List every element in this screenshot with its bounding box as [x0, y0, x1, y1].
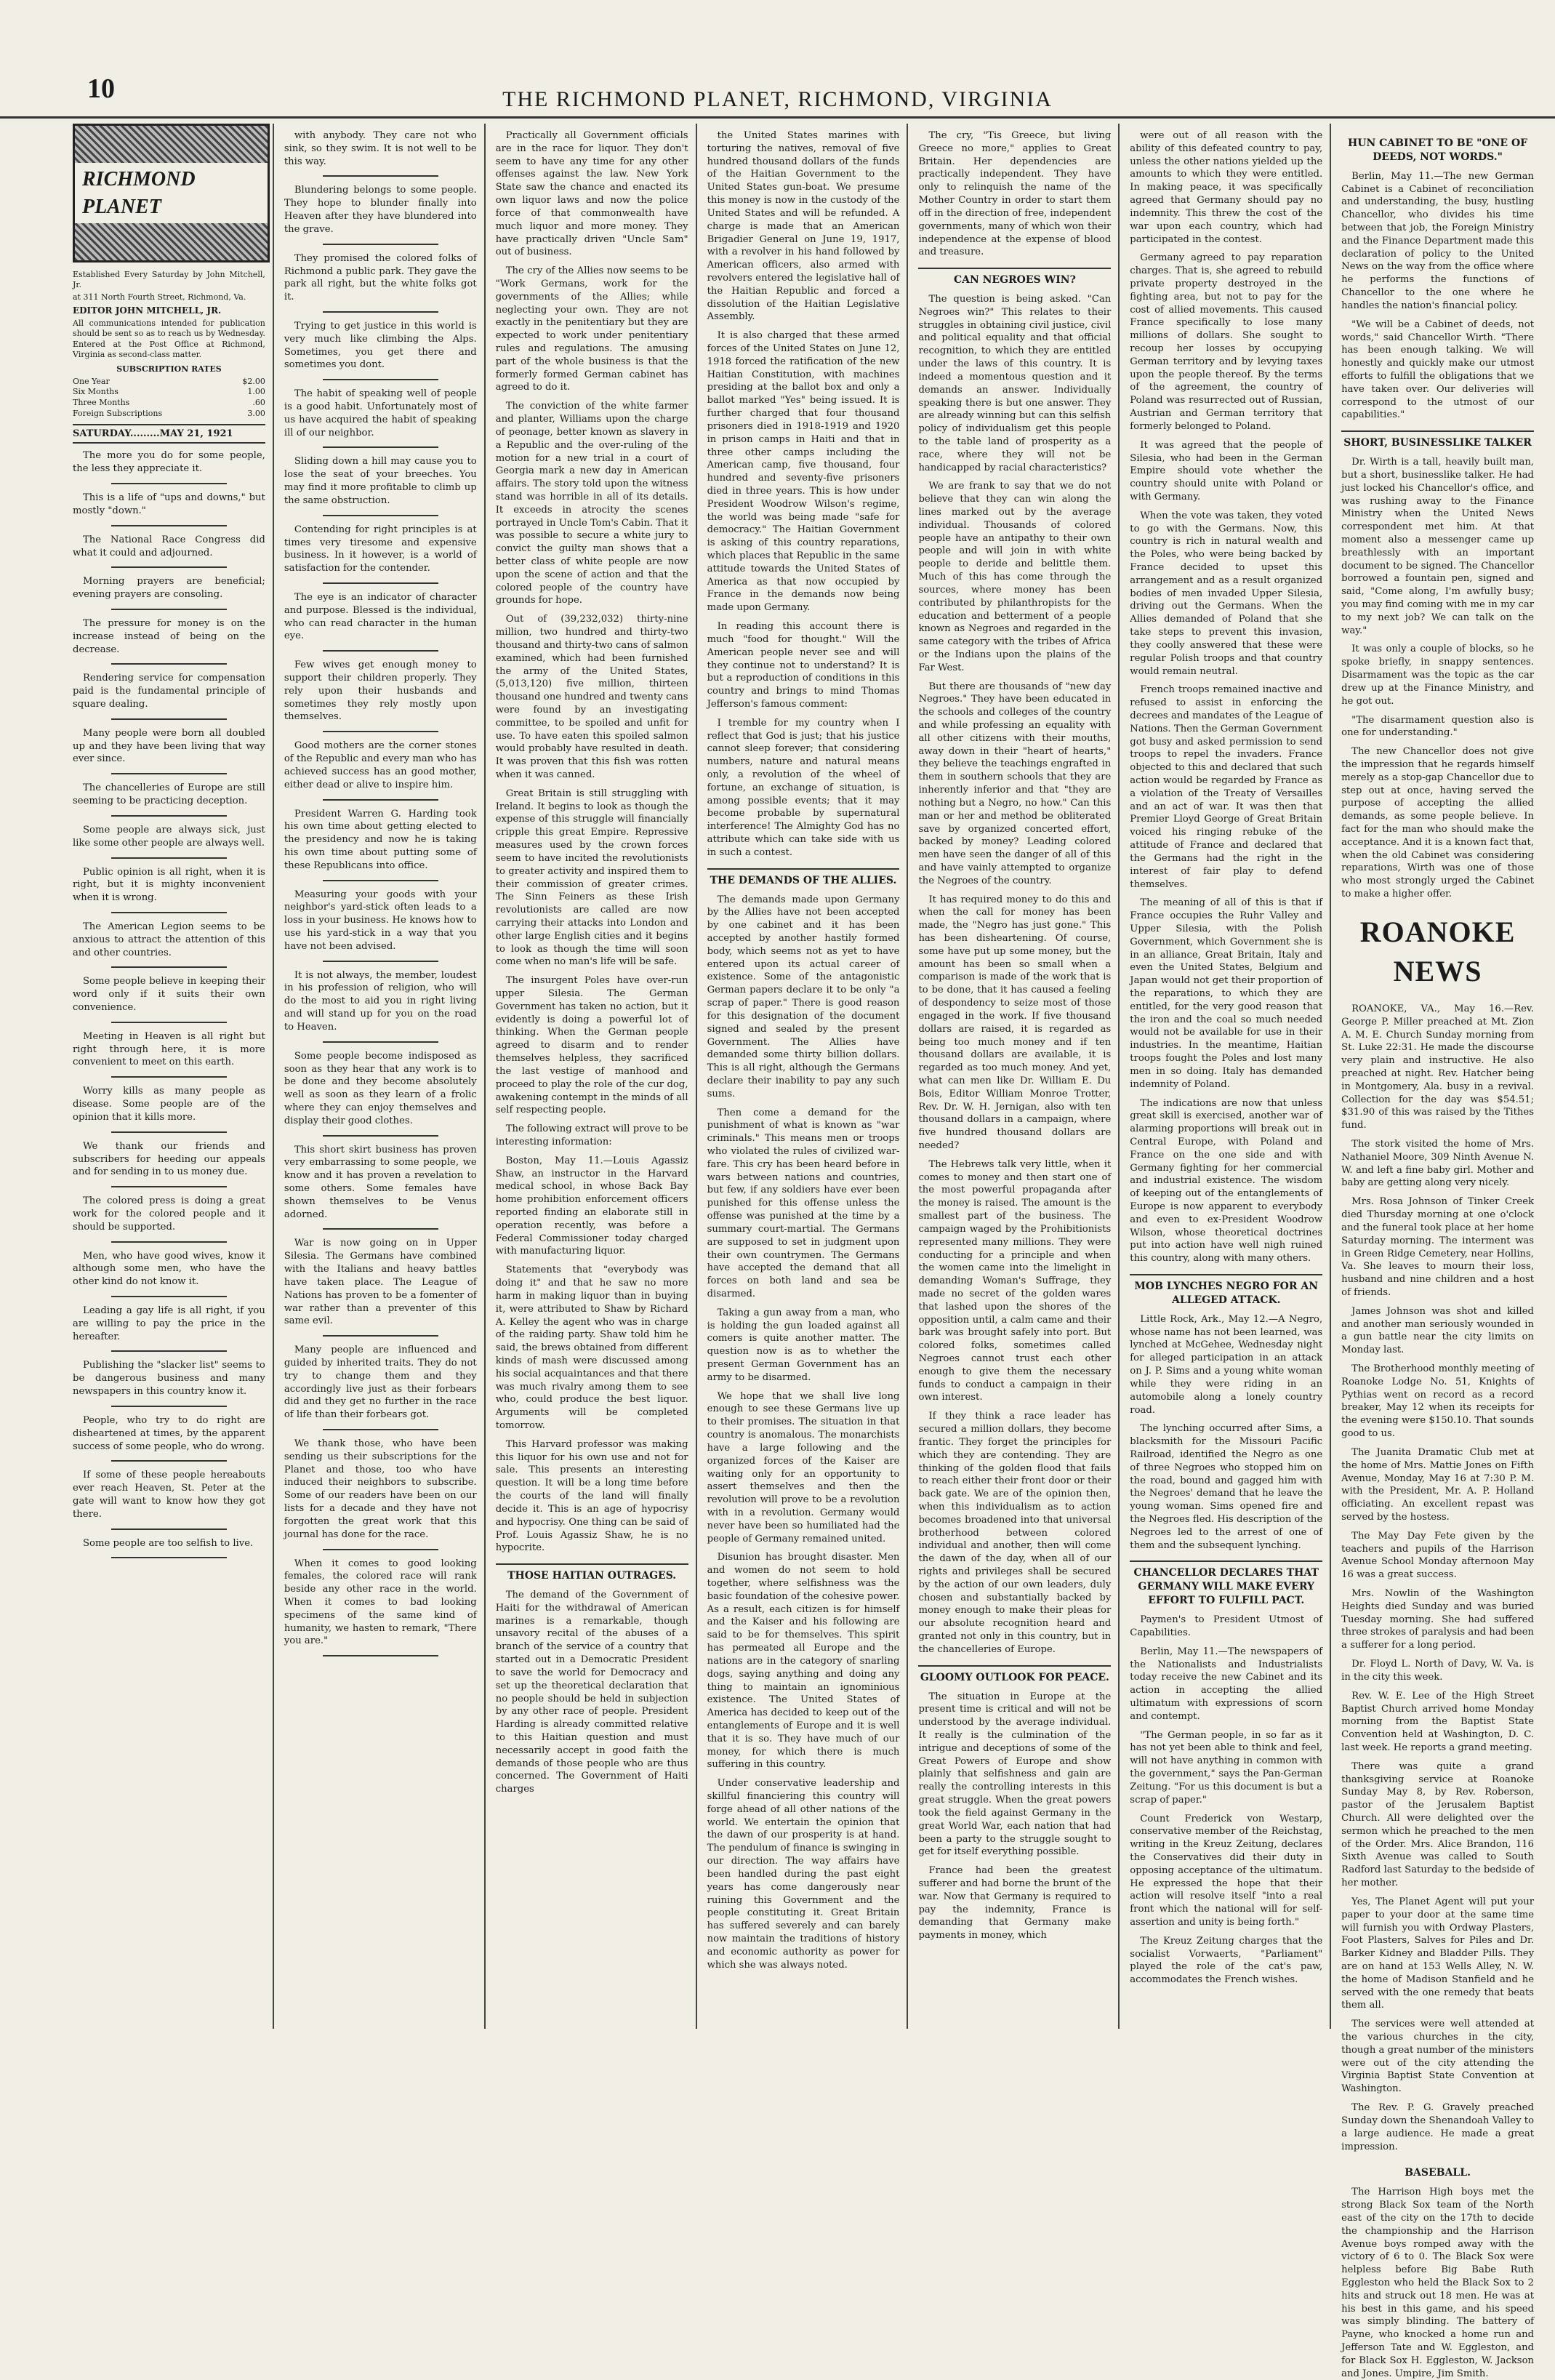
paragraph: The demand of the Government of Haiti for the withdrawal of American marines is a remarkable, though unsavory recital of the abuses of a branch of the service of a country that started out in a Democratic President to save the world for Democracy and set up the theoretical declaration that no people should be held in subjection by any other race of people. President Harding is already committed relative to this Haitian question and must necessarily accept in good faith the demands of those people who are thus concerned. The Government of Haiti charges: [495, 1590, 688, 1795]
paragraph: It was only a couple of blocks, so he spoke briefly, in snappy sentences. Disarmament was the topic as the car drew up at the Finance Ministry, and he got out.: [1341, 644, 1535, 707]
col1-body: [73, 449, 265, 1558]
paragraph: Berlin, May 11.—The newspapers of the Nationalists and Industrialists today receive the new Cabinet and its action in accepting the allied ultimatum with expressions of scorn and contempt.: [1130, 1646, 1323, 1722]
paragraph: The meaning of all of this is that if France occupies the Ruhr Valley and Upper Silesia, with the Polish Government, which Government she is in an alliance, Great Britain, Italy and even the United States, Belgium and Japan would not get their proportion of the reparations, to which they are entitled, for the very good reason that the iron and the coal so much needed would not be available for use in their industries. In the meantime, Haitian troops fought the Poles and lost many men in so doing. Italy has demanded indemnity of Poland.: [1130, 897, 1323, 1090]
paragraph: Out of (39,232,032) thirty-nine million, two hundred and thirty-two thousand and thirty-two cans of salmon examined, which had been furnished the army of the United States, (5,013,120) five million, thirteen thousand one hundred and twenty cans were found by an investigating committee, to be spoiled and unfit for use. To have eaten this spoiled salmon would probably have resulted in death. It was proven that this fish was rotten when it was canned.: [495, 614, 688, 780]
paragraph: Rev. W. E. Lee of the High Street Baptist Church arrived home Monday morning from the Baptist State Convention held at Washington, D. C. last week. He reports a grand meeting.: [1341, 1690, 1535, 1753]
paragraph: Dr. Floyd L. North of Davy, W. Va. is in the city this week.: [1341, 1659, 1535, 1683]
headline-short-talker: SHORT, BUSINESSLIKE TALKER: [1341, 430, 1534, 450]
column-2: [284, 124, 486, 2029]
column-4: [707, 124, 909, 2029]
paragraph: Rendering service for compensation paid is the fundamental principle of square dealing.: [73, 673, 265, 710]
divider-rule: [323, 1041, 438, 1043]
divider-rule: [111, 1528, 227, 1530]
paragraph: The conviction of the white farmer and planter, Williams upon the charge of peonage, better known as slavery in a Republic and the over-ruling of the motion for a new trial in a court of Georgia mark a new day in American affairs. The story told upon the witness stand was horrible in all of its details. It exceeds in atrocity the scenes portrayed in Uncle Tom's Cabin. That it was possible to secure a white jury to convict the guilty man shows that a better class of white people are now upon the scene of action and that the colored people of the country have grounds for hope.: [495, 401, 688, 606]
col2-body: [284, 129, 477, 1656]
divider-rule: [323, 515, 438, 516]
paragraph: The Brotherhood monthly meeting of Roanoke Lodge No. 51, Knights of Pythias went on record as a record breaker, May 12 when its receipts for the evening were $150.10. That sounds good to us.: [1341, 1363, 1535, 1440]
paragraph: Sliding down a hill may cause you to lose the seat of your breeches. You may find it more profitable to climb up the same obstruction.: [284, 456, 477, 506]
headline-gloomy-outlook: GLOOMY OUTLOOK FOR PEACE.: [918, 1665, 1111, 1685]
col6-body-a: [1130, 129, 1322, 1265]
paragraph: It was agreed that the people of Silesia, who had been in the German Empire should vote whether the country should unite with Poland or with Germany.: [1130, 439, 1323, 502]
running-head: THE RICHMOND PLANET, RICHMOND, VIRGINIA: [502, 87, 1053, 111]
paragraph: The May Day Fete given by the teachers and pupils of the Harrison Avenue School Monday afternoon May 16 was a great success.: [1341, 1530, 1535, 1581]
paragraph: Leading a gay life is all right, if you are willing to pay the price in the hereafter.: [73, 1305, 265, 1342]
paragraph: Morning prayers are beneficial; evening prayers are consoling.: [73, 576, 265, 601]
divider-rule: [323, 582, 438, 584]
dateline: SATURDAY.........MAY 21, 1921: [73, 424, 265, 444]
divider-rule: [323, 731, 438, 732]
paragraph: The demands made upon Germany by the Allies have not been accepted by one cabinet and it has been accepted by another hastily formed body, which seems not as yet to have entered upon its actual career of existence. Some of the antagonistic German papers declare it to be only "a scrap of paper." There is good reason for this designation of the document signed and sealed by the present Government. The Allies have demanded some thirty billion dollars. This is all right, although the Germans declare their inability to pay any such sums.: [707, 894, 900, 1099]
col4-body-a: [707, 129, 900, 860]
paragraph: The Juanita Dramatic Club met at the home of Mrs. Mattie Jones on Fifth Avenue, Monday, May 16 at 7:30 P. M. with the President, Mr. A. P. Holland officiating. An excellent repast was served by the hostess.: [1341, 1446, 1535, 1523]
paragraph: Some people become indisposed as soon as they hear that any work is to be done and they become absolutely well as soon as they learn of a frolic where they can enjoy themselves and display their good clothes.: [284, 1050, 477, 1126]
paragraph: Count Frederick von Westarp, conservative member of the Reichstag, writing in the Kreuz Zeitung, declares the Conservatives did their duty in opposing acceptance of the ultimatum. He expressed the hope that their action will resolve itself "into a real front which the national will for self-assertion and unity is being forth.": [1130, 1813, 1323, 1928]
paragraph: Many people are influenced and guided by inherited traits. They do not try to change them and they accordingly live just as their forbears did and they get no further in the race of life than their forbears got.: [284, 1345, 477, 1421]
rates-title: SUBSCRIPTION RATES: [116, 364, 222, 374]
paragraph: Germany agreed to pay reparation charges. That is, she agreed to rebuild private property destroyed in the fighting area, but not to pay for the cost of allied movements. This caused France specifically to lose many millions of dollars. She sought to recoup her losses by occupying German territory and by levying taxes upon the people thereof. By the terms of the agreement, the country of Poland was resurrected out of Russian, Austrian and German territory that formerly belonged to Poland.: [1130, 252, 1323, 432]
paragraph: Mrs. Rosa Johnson of Tinker Creek died Thursday morning at one o'clock and the funeral took place at her home Saturday morning. The interment was in Green Ridge Cemetery, near Hollins, Va. She leaves to mourn their loss, husband and nine children and a host of friends.: [1341, 1196, 1535, 1298]
column-5: [918, 124, 1120, 2029]
divider-rule: [111, 1076, 227, 1078]
col5-body-b: [918, 293, 1111, 1656]
paragraph: The Kreuz Zeitung charges that the socialist Vorwaerts, "Parliament" played the role of the cat's paw, accommodates the French wishes.: [1130, 1935, 1323, 1986]
divider-rule: [111, 1131, 227, 1133]
divider-rule: [323, 961, 438, 962]
divider-rule: [111, 912, 227, 913]
col3-body-b: [496, 1589, 688, 1796]
divider-rule: [111, 663, 227, 665]
paragraph: The services were well attended at the various churches in the city, though a great number of the ministers were out of the city attending the Virginia Baptist State Convention at Washington.: [1341, 2019, 1535, 2095]
divider-rule: [111, 1241, 227, 1243]
paragraph: The National Race Congress did what it could and adjourned.: [73, 534, 265, 558]
headline-roanoke-news: ROANOKE NEWS: [1359, 915, 1516, 987]
paragraph: I tremble for my country when I reflect that God is just; that his justice cannot sleep forever; that considering numbers, nature and natural means only, a revolution of the wheel of fortune, an exchange of situation, is among possible events; that it may become probable by supernatural interference! The Almighty God has no attribute which can take side with us in such a contest.: [707, 717, 900, 858]
divider-rule: [323, 1549, 438, 1550]
paragraph: Few wives get enough money to support their children properly. They rely upon their husbands and sometimes they rely mostly upon themselves.: [284, 660, 477, 723]
paragraph: The pressure for money is on the increase instead of being on the decrease.: [73, 617, 265, 655]
divider-rule: [111, 966, 227, 968]
divider-rule: [323, 650, 438, 652]
paragraph: France had been the greatest sufferer and had borne the brunt of the war. Now that Germany is required to pay the indemnity, France is demanding that Germany make payments in money, which: [918, 1865, 1112, 1942]
paragraph: It is not always, the member, loudest in his profession of religion, who will do the most to aid you in right living and will stand up for you on the road to Heaven.: [284, 969, 477, 1033]
paragraph: Meeting in Heaven is all right but right through here, it is more convenient to meet on this earth.: [73, 1030, 265, 1068]
col5-body-a: [918, 129, 1111, 259]
divider-rule: [323, 244, 438, 245]
divider-rule: [323, 1135, 438, 1137]
page-number: 10: [87, 73, 115, 104]
paragraph: Blundering belongs to some people. They hope to blunder finally into Heaven after they have blundered into the grave.: [284, 185, 477, 235]
divider-rule: [323, 799, 438, 801]
paragraph: This Harvard professor was making this liquor for his own use and not for sale. This presents an interesting question. It will be a long time before the courts of the land will finally decide it. This is an age of hypocrisy and hypocrisy. One thing can be said of Prof. Louis Agassiz Shaw, he is no hypocrite.: [495, 1438, 688, 1554]
paragraph: We thank those, who have been sending us their subscriptions for the Planet and those, too who have induced their neighbors to subscribe. Some of our readers have been on our lists for a decade and they have not forgotten the great work that this journal has done for the race.: [284, 1438, 477, 1540]
page-header: [0, 0, 1555, 119]
paragraph: War is now going on in Upper Silesia. The Germans have combined with the Italians and heavy battles have taken place. The League of Nations has proven to be a fomenter of war rather than a preventer of this same evil.: [284, 1238, 477, 1327]
paragraph: Public opinion is all right, when it is right, but it is mighty inconvenient when it is wrong.: [73, 866, 265, 904]
paragraph: Berlin, May 11.—The new German Cabinet is a Cabinet of reconciliation and understanding, the busy, hustling Chancellor, who divides his time between that job, the Foreign Ministry and the Finance Department made this declaration of policy to the United News on the way from the office where he performs the functions of Chancellor to the one where he handles the nation's financial policy.: [1341, 170, 1535, 311]
divider-rule: [111, 857, 227, 859]
paragraph: President Warren G. Harding took his own time about getting elected to the presidency and now he is taking his own time about putting some of these Republicans into office.: [284, 808, 477, 871]
paragraph: Contending for right principles is at times very tiresome and expensive business. In it however, is a world of satisfaction for the contender.: [284, 524, 477, 574]
paragraph: Disunion has brought disaster. Men and women do not seem to hold together, where selfishness was the basic foundation of the cohesive power. As a result, each citizen is for himself and the Kaiser and his following are said to be for themselves. This spirit has permeated all Europe and the nations are in the category of snarling dogs, saying anything and doing any thing to maintain an ignominious existence. The United States of America has decided to keep out of the entanglements of Europe and it is well that it is so. They have much of our money, for which there is much suffering in this country.: [707, 1552, 900, 1771]
divider-rule: [323, 1429, 438, 1430]
paragraph: They promised the colored folks of Richmond a public park. They gave the park all right, but the white folks got it.: [284, 252, 477, 303]
divider-rule: [111, 815, 227, 817]
paragraph: Some people are always sick, just like some other people are always well.: [73, 824, 265, 849]
paragraph: Statements that "everybody was doing it" and that he saw no more harm in making liquor than in buying it, were attributed to Shaw by Richard A. Kelley the agent who was in charge of the raiding party. Shaw told him he said, the brews obtained from different kinds of mash were discussed among his social acquaintances and that there was much rivalry among them to see who, could produce the best liquor. Arguments will be completed tomorrow.: [495, 1265, 688, 1431]
paragraph: There was quite a grand thanksgiving service at Roanoke Sunday May 8, by Rev. Roberson, pastor of the Jerusalem Baptist Church. All were delighted over the sermon which he preached to the men of the Order. Mrs. Alice Brandon, 116 Sixth Avenue was called to South Radford last Saturday to the bedside of her mother.: [1341, 1760, 1535, 1889]
paragraph: Dr. Wirth is a tall, heavily built man, but a short, businesslike talker. He had just locked his Chancellor's office, and was rushing away to the Finance Ministry when the United News correspondent met him. At that moment also a messenger came up breathlessly with an important document to be signed. The Chancellor borrowed a fountain pen, signed and said, "Come along, I'm awfully busy; you may find coming with me in my car to my next job? We can talk on the way.": [1341, 457, 1535, 636]
divider-rule: [111, 525, 227, 526]
paragraph: The colored press is doing a great work for the colored people and it should be supported.: [73, 1195, 265, 1233]
paragraph: The Rev. P. G. Gravely preached Sunday down the Shenandoah Valley to a large audience. He made a great impression.: [1341, 2102, 1535, 2152]
rate-row: Six Months 1.00: [73, 387, 265, 397]
rate-row: Three Months .60: [73, 398, 265, 408]
col3-body-a: [496, 129, 688, 1555]
paragraph: We hope that we shall live long enough to see these Germans live up to their promises. The situation in that country is anomalous. The monarchists have a large following and the organized forces of the Kaiser are waiting only for an opportunity to assert themselves and then the revolution will prove to be a revolution with in a revolution. Germany would never have been so humiliated had the people of Germany remained united.: [707, 1390, 900, 1544]
paragraph: Men, who have good wives, know it although some men, who have the other kind do not know it.: [73, 1250, 265, 1288]
paragraph: In reading this account there is much "food for thought." Will the American people never see and will they continue not to understand? It is but a reproduction of conditions in this country and brings to mind Thomas Jefferson's famous comment:: [707, 621, 900, 710]
paragraph: Worry kills as many people as disease. Some people are of the opinion that it kills more.: [73, 1086, 265, 1123]
headline-demands-allies: THE DEMANDS OF THE ALLIES.: [707, 868, 900, 888]
paragraph: We thank our friends and subscribers for heeding our appeals and for sending in to us money due.: [73, 1140, 265, 1178]
paragraph: Under conservative leadership and skillful financiering this country will forge ahead of all other nations of the world. We entertain the opinion that the dawn of our prosperity is at hand. The pendulum of finance is swinging in our direction. The way affairs have been handled during the past eight years has come dangerously near ruining this Government and the people constituting it. Great Britain has suffered severely and can barely now maintain the traditions of history and economic authority as power for which she was always noted.: [707, 1778, 900, 1971]
paragraph: "The German people, in so far as it has not yet been able to think and feel, will not have anything in common with the government," says the Pan-German Zeitung. "For us this document is but a scrap of paper.": [1130, 1729, 1323, 1806]
divider-rule: [323, 379, 438, 380]
paragraph: "We will be a Cabinet of deeds, not words," said Chancellor Wirth. "There has been enough talking. We will honestly and quickly make our utmost efforts to fulfill the obligations that we have taken over. Our deliveries will correspond to the utmost of our capabilities.": [1341, 318, 1535, 421]
col7-body-c: [1341, 1003, 1534, 2153]
divider-rule: [111, 1350, 227, 1352]
paragraph: The eye is an indicator of character and purpose. Blessed is the individual, who can read character in the human eye.: [284, 591, 477, 642]
paragraph: Boston, May 11.—Louis Agassiz Shaw, an instructor in the Harvard medical school, in whose Back Bay home prohibition enforcement officers reported finding an elaborate still in operation recently, was before a Federal Commissioner today charged with manufacturing liquor.: [495, 1155, 688, 1257]
column-1: [73, 124, 274, 2029]
divider-rule: [111, 1186, 227, 1187]
divider-rule: [323, 1655, 438, 1656]
divider-rule: [323, 1335, 438, 1337]
published-line: Established Every Saturday by John Mitchell, Jr.: [73, 270, 265, 290]
column-6: [1130, 124, 1331, 2029]
col7-body-d: [1341, 2186, 1534, 2380]
rate-row: Foreign Subscriptions 3.00: [73, 409, 265, 419]
paragraph: The American Legion seems to be anxious to attract the attention of this and other countries.: [73, 921, 265, 958]
col5-body-c: [918, 1691, 1111, 1942]
col7-body-a: [1341, 170, 1534, 422]
paragraph: The indications are now that unless great skill is exercised, another war of alarming proportions will break out in Central Europe, with Poland and France on the one side and with Germany fighting for her commercial and industrial existence. The wisdom of keeping out of the entanglements of Europe is now apparent to everybody and even to ex-President Woodrow Wilson, whose theoretical doctrines put into action have well nigh ruined this country, along with many others.: [1130, 1097, 1323, 1265]
paragraph: The Harrison High boys met the strong Black Sox team of the North east of the city on the 17th to decide the championship and the Harrison Avenue boys romped away with the victory of 6 to 0. The Black Sox were helpless before Big Babe Ruth Eggleston who held the Black Sox to 2 hits and struck out 18 men. He was at his best in this game, and his speed was simply blinding. The battery of Payne, who knocked a home run and Jefferson Tate and W. Eggleston, and for Black Sox H. Eggleston, W. Jackson and Jones. Umpire, Jim Smith.: [1341, 2187, 1535, 2379]
divider-rule: [111, 566, 227, 568]
col6-body-b: [1130, 1313, 1322, 1552]
rate-row: One Year $2.00: [73, 376, 265, 386]
paragraph: Little Rock, Ark., May 12.—A Negro, whose name has not been learned, was lynched at McGehee, Wednesday night for alleged participation in an attack on J. P. Sims and a young white woman while they were riding in an automobile along a lonely country road.: [1130, 1313, 1323, 1416]
masthead-logo: [73, 124, 270, 263]
headline-can-negroes-win: CAN NEGROES WIN?: [918, 268, 1111, 287]
divider-rule: [111, 1296, 227, 1297]
paragraph: The question is being asked. "Can Negroes win?" This relates to their struggles in obtaining civil justice, civil and political equality and that official recognition, to which they are entitled under the laws of this country. It is indeed a momentous question and it demands an answer. Individually speaking there is but one answer. They are already winning but can this selfish policy of individualism get this people to the table land of prosperity as a race, where they will not be handicapped by racial characteristics?: [918, 294, 1112, 473]
divider-rule: [323, 175, 438, 177]
logo-text: RICHMOND PLANET: [75, 163, 268, 224]
divider-rule: [111, 773, 227, 774]
divider-rule: [323, 1228, 438, 1230]
divider-rule: [111, 609, 227, 610]
paragraph: Paymen's to President Utmost of Capabilities.: [1130, 1614, 1323, 1638]
paragraph: Trying to get justice in this world is very much like climbing the Alps. Sometimes, you get there and sometimes you dont.: [284, 320, 477, 371]
newspaper-columns: [73, 124, 1541, 2379]
paragraph: were out of all reason with the ability of this defeated country to pay, unless the other nations yielded up the amounts to which they were entitled. In making peace, it was specifically agreed that Germany should pay no indemnity. This threw the cost of the war upon each country, which had participated in the contest.: [1130, 130, 1323, 245]
headline-hun-cabinet: HUN CABINET TO BE "ONE OF DEEDS, NOT WORDS.": [1348, 137, 1528, 163]
paragraph: Publishing the "slacker list" seems to be dangerous business and many newspapers in this country know it.: [73, 1360, 265, 1398]
headline-chancellor-declares: CHANCELLOR DECLARES THAT GERMANY WILL MAKE EVERY EFFORT TO FULFILL PACT.: [1130, 1560, 1322, 1608]
headline-baseball: BASEBALL.: [1405, 2167, 1471, 2179]
paragraph: People, who try to do right are disheartened at times, by the apparent success of some people, who do wrong.: [73, 1414, 265, 1452]
paragraph: with anybody. They care not who sink, so they swim. It is not well to be this way.: [284, 130, 477, 167]
paragraph: Then come a demand for the punishment of what is known as "war criminals." This means men or troops who violated the rules of civilized war-fare. This cry has been heard before in wars between nations and countries, but few, if any soldiers have ever been punished for this offense unless the offense was punished at the time by a summary court-martial. The Germans are supposed to set in judgment upon their own countrymen. The Germans have accepted the demand that all forces on both land and sea be disarmed.: [707, 1107, 900, 1299]
divider-rule: [323, 446, 438, 448]
paragraph: the United States marines with torturing the natives, removal of five hundred thousand dollars of the funds of the Haitian Government to the United States gun-boat. We presume this money is now in the custody of the United States and will be refunded. A charge is made that an American Brigadier General on June 19, 1917, with a revolver in his hand followed by American officers, also armed with revolvers entered the legislative hall of the Haitian Republic and forced a dissolution of the Haitian Legislative Assembly.: [707, 130, 900, 323]
column-3: [496, 124, 697, 2029]
column-7: [1341, 124, 1541, 2379]
paragraph: It has required money to do this and when the call for money has been made, the "Negro has just gone." This has been disheartening. Of course, some have put up some money, but the amount has been so small when a comparison is made of the work that is to be done, that it has caused a feeling of despondency to seize most of those engaged in the work. If five thousand dollars are raised, it is regarded as being too much money and if ten thousand dollars are available, it is regarded as too much money. And yet, what can men like Dr. William E. Du Bois, Editor William Monroe Trotter, Rev. Dr. W. H. Jernigan, also with ten thousand dollars in a campaign, where five hundred thousand dollars are needed?: [918, 894, 1112, 1152]
paragraph: The habit of speaking well of people is a good habit. Unfortunately most of us have acquired the habit of speaking ill of our neighbor.: [284, 388, 477, 438]
address-line: at 311 North Fourth Street, Richmond, Va.: [73, 292, 246, 302]
divider-rule: [323, 311, 438, 313]
paragraph: Mrs. Nowlin of the Washington Heights died Sunday and was buried Tuesday morning. She had suffered three strokes of paralysis and had been a sufferer for a long period.: [1341, 1588, 1535, 1651]
paragraph: The stork visited the home of Mrs. Nathaniel Moore, 309 Ninth Avenue N. W. and left a fine baby girl. Mother and baby are getting along very nicely.: [1341, 1139, 1535, 1189]
paragraph: It is also charged that these armed forces of the United States on June 12, 1918 forced the ratification of the new Haitian Constitution, with machines presiding at the ballot box and only a ballot marked "Yes" being issued. It is further charged that four thousand prisoners died in 1918-1919 and 1920 in prison camps in Haiti and that in three other camps including the American camp, five thousand, four hundred and seventy-five prisoners died in three years. This is how under President Woodrow Wilson's regime, the world was being made "safe for democracy." The Haitian Government is asking of this country reparations, which places that Republic in the same attitude towards the United States of America as that now occupied by France in the demands now being made upon Germany.: [707, 330, 900, 614]
paragraph: The situation in Europe at the present time is critical and will not be understood by the average individual. It really is the culmination of the intrigue and deceptions of some of the Great Powers of Europe and show plainly that selfishness and gain are really the controlling interests in this great struggle. When the great powers took the field against Germany in the great World War, each nation that had been a party to the struggle sought to get for itself everything possible.: [918, 1691, 1112, 1858]
paragraph: If they think a race leader has secured a million dollars, they become frantic. They forget the principles for which they are contending. They are thinking of the golden flood that fails to reach either their front door or their back gate. We are of the opinion then, when this individualism as to action becomes broadened into that universal brotherhood between colored individual and another, then will come the dawn of the day, when all of our rights and privileges shall be secured by the action of our own leaders, duly chosen and substantially backed by money enough to make their pleas for our absolute recognition heard and granted not only in this country, but in the chancelleries of Europe.: [918, 1411, 1112, 1655]
paragraph: When it comes to good looking females, the colored race will rank beside any other race in the world. When it comes to bad looking specimens of the same kind of humanity, we hasten to remark, "There you are.": [284, 1558, 477, 1647]
paragraph: The cry of the Allies now seems to be "Work Germans, work for the governments of the Allies; while neglecting your own. They are not exactly in the penitentiary but they are expected to work under penitentiary rules and regulations. The amusing part of the whole business is that the formerly formed German cabinet has agreed to do it.: [495, 265, 688, 393]
divider-rule: [323, 880, 438, 881]
paragraph: The insurgent Poles have over-run upper Silesia. The German Government has taken no action, but it evidently is doing a powerful lot of thinking. When the German people agreed to disarm and to render themselves helpless, they sacrificed the last vestige of manhood and proceed to play the role of the cur dog, awakening contempt in the minds of all self respecting people.: [495, 975, 688, 1116]
paragraph: French troops remained inactive and refused to assist in enforcing the decrees and mandates of the League of Nations. Then the German Government got busy and asked permission to send troops to repel the invaders. France objected to this and declared that such action would be regarded by France as a violation of the Treaty of Versailles and an act of war. It was then that Premier Lloyd George of Great Britain voiced his ringing rebuke of the attitude of France and declared that the Germans had the right in the interest of fair play to defend themselves.: [1130, 684, 1323, 890]
paragraph: Great Britain is still struggling with Ireland. It begins to look as though the expense of this struggle will financially cripple this great Empire. Repressive measures used by the crown forces seem to have incited the revolutionists to greater activity and inspired them to their commission of greater crimes. The Sinn Feiners as these Irish revolutionists are called are now carrying their attacks into London and other large English cities and it begins to look as though the time will soon come when no man's life will be safe.: [495, 788, 688, 968]
paragraph: But there are thousands of "new day Negroes." They have been educated in the schools and colleges of the country and while professing an equality with all other citizens with their mouths, away down in their "heart of hearts," they believe the teachings engrafted in them in southern schools that they are inherently inferior and that "they are nothing but a Negro, no how." Can this man or her and method be obliterated save by organized concerted effort, backed by money? Leading colored men have seen the danger of all of this and have vainly attempted to organize the Negroes of the country.: [918, 681, 1112, 886]
paragraph: Good mothers are the corner stones of the Republic and every man who has achieved success has an good mother, either dead or alive to inspire him.: [284, 740, 477, 790]
paragraph: Many people were born all doubled up and they have been living that way ever since.: [73, 727, 265, 765]
paragraph: ROANOKE, VA., May 16.—Rev. George P. Miller preached at Mt. Zion A. M. E. Church Sunday morning from St. Luke 22:31. He made the discourse very plain and instructive. He also preached at night. Rev. Hatcher being in Montgomery, Ala. busy in a revival. Collection for the day was $54.51; $31.90 of this was raised by the Tithes fund.: [1341, 1003, 1535, 1131]
paragraph: Taking a gun away from a man, who is holding the gun loaded against all comers is quite another matter. The question now is as to whether the present German Government has an army to be disarmed.: [707, 1307, 900, 1383]
paragraph: Practically all Government officials are in the race for liquor. They don't seem to have any time for any other offenses against the law. New York State saw the chance and enacted its own liquor laws and now the police force of that commonwealth have much liquor and more money. They have practically driven "Uncle Sam" out of business.: [495, 130, 688, 258]
divider-rule: [111, 718, 227, 720]
divider-rule: [111, 1406, 227, 1407]
editor-line: EDITOR JOHN MITCHELL, JR.: [73, 305, 222, 316]
divider-rule: [111, 1022, 227, 1023]
paragraph: The Hebrews talk very little, when it comes to money and then start one of the most powerful propaganda after the money is raised. The amount is the smallest part of the business. The campaign waged by the Prohibitionists represented many millions. They were conducting for a principle and when the women came into the limelight in demanding Woman's Suffrage, they made no secret of the golden wares that lashed upon the shores of the opposition until, a calm came and their bark was brought safely into port. But colored folks, sometimes called Negroes cannot trust each other enough to give them the necessary funds to conduct a campaign in their own interest.: [918, 1158, 1112, 1403]
paragraph: The lynching occurred after Sims, a blacksmith for the Missouri Pacific Railroad, identified the Negro as one of three Negroes who stopped him on the road, bound and gagged him with the Negroes' demand that he leave the young woman. Sims opened fire and the Negroes fled. His description of the Negroes led to the arrest of one of them and the subsequent lynching.: [1130, 1423, 1323, 1551]
paragraph: Yes, The Planet Agent will put your paper to your door at the same time will furnish you with Ordway Plasters, Foot Plasters, Salves for Piles and Dr. Barker Kidney and Bladder Pills. They are on hand at 153 Wells Alley, N. W. the home of Madison Stanfield and he served with the one remedy that beats them all.: [1341, 1896, 1535, 2011]
paragraph: The cry, "Tis Greece, but living Greece no more," applies to Great Britain. Her dependencies are practically independent. They have only to relinquish the name of the Mother Country in order to start them off in the direction of free, independent governments, many of which won their independence at the expense of blood and treasure.: [918, 130, 1112, 258]
rates-table: [73, 377, 265, 420]
divider-rule: [111, 1557, 227, 1558]
col4-body-b: [707, 894, 900, 1972]
paragraph: We are frank to say that we do not believe that they can win along the lines marked out by the average individual. Thousands of colored people have an antipathy to their own people and will join in with white people to deride and belittle them. Much of this has come through the sources, where money has been contributed by philanthropists for the education and betterment of a people known as Negroes and regarded in the same category with the tribes of Africa or the Indians upon the plains of the Far West.: [918, 481, 1112, 673]
notice-text: All communications intended for publication should be sent so as to reach us by Wednesday. Entered at the Post Office at Richmond, Virginia as second-class matter.: [73, 318, 265, 359]
paragraph: The new Chancellor does not give the impression that he regards himself merely as a stop-gap Chancellor due to step out at once, having served the purpose of accepting the allied demands, as some people believe. In fact for the man who should make the acceptance. And it is a known fact that, when the old Cabinet was considering reparations, Wirth was one of those who most strongly urged the Cabinet to make a higher offer.: [1341, 746, 1535, 900]
col7-body-b: [1341, 456, 1534, 901]
paragraph: James Johnson was shot and killed and another man seriously wounded in a gun battle near the city limits on Monday last.: [1341, 1305, 1535, 1356]
paragraph: This short skirt business has proven very embarrassing to some people, we know and it has proven a revelation to some others. Some females have shown themselves to be Venus adorned.: [284, 1144, 477, 1220]
paragraph: The following extract will prove to be interesting information:: [495, 1123, 688, 1147]
paragraph: "The disarmament question also is one for understanding.": [1341, 714, 1535, 739]
paragraph: When the vote was taken, they voted to go with the Germans. Now, this country is rich in natural wealth and the Poles, who were being backed by France decided to upset this arrangement and as a result organized bodies of men invaded Upper Silesia, driving out the Germans. When the Allies demanded of Poland that she take steps to prevent this invasion, they coolly answered that these were regular Polish troops and that country would remain neutral.: [1130, 510, 1323, 677]
paragraph: If some of these people hereabouts ever reach Heaven, St. Peter at the gate will want to know how they got there.: [73, 1470, 265, 1520]
headline-mob-lynches: MOB LYNCHES NEGRO FOR AN ALLEGED ATTACK.: [1130, 1274, 1322, 1307]
divider-rule: [111, 483, 227, 484]
paragraph: Measuring your goods with your neighbor's yard-stick often leads to a loss in your business. He knows how to use his yard-stick in a way that you have not been advised.: [284, 889, 477, 952]
col6-body-c: [1130, 1614, 1322, 1987]
paragraph: The more you do for some people, the less they appreciate it.: [73, 450, 265, 475]
paragraph: Some people are too selfish to live.: [83, 1537, 254, 1549]
headline-haitian-outrages: THOSE HAITIAN OUTRAGES.: [496, 1563, 688, 1583]
paragraph: Some people believe in keeping their word only if it suits their own convenience.: [73, 976, 265, 1014]
paragraph: The chancelleries of Europe are still seeming to be practicing deception.: [73, 782, 265, 807]
divider-rule: [111, 1460, 227, 1462]
paragraph: This is a life of "ups and downs," but mostly "down.": [73, 492, 265, 516]
